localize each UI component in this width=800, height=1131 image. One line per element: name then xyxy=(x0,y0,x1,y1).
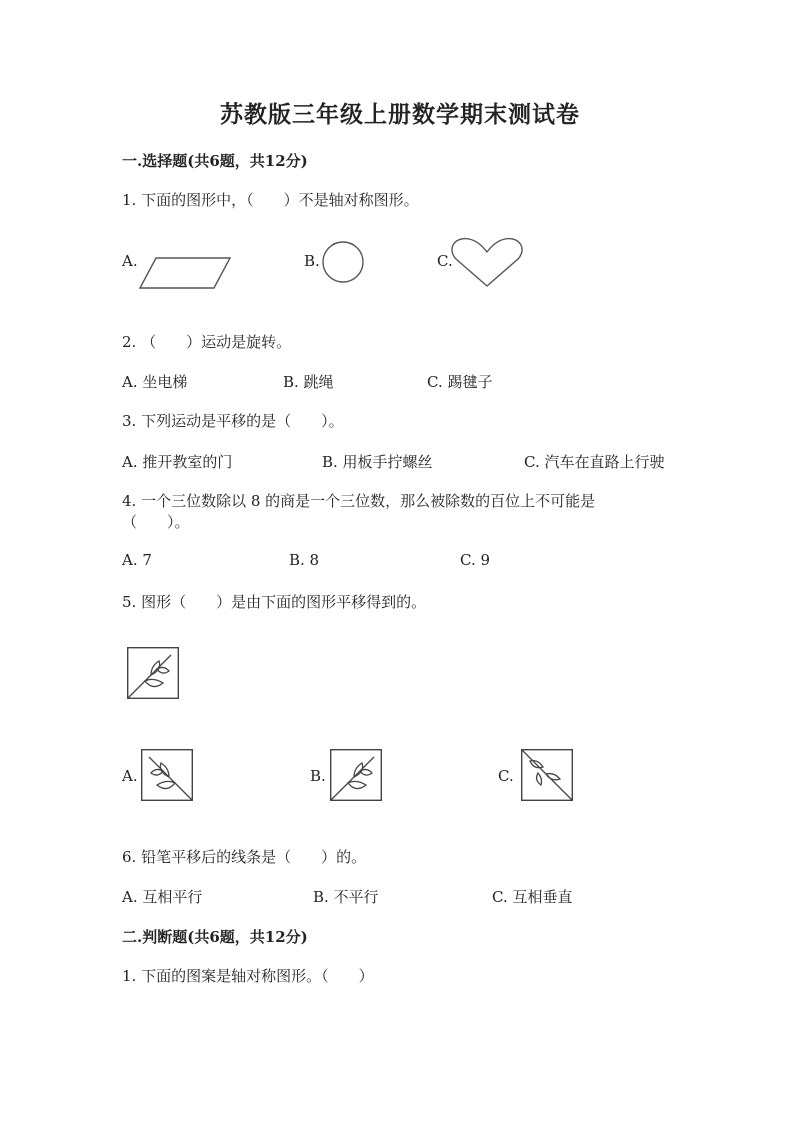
option-b[interactable]: B. 不平行 xyxy=(313,888,379,906)
question-4: 4. 一个三位数除以 8 的商是一个三位数，那么被除数的百位上不可能是 xyxy=(122,492,596,510)
option-b[interactable]: B. 用板手拧螺丝 xyxy=(322,453,433,471)
option-c[interactable]: C. 踢毽子 xyxy=(427,373,493,391)
option-c[interactable]: C. 汽车在直路上行驶 xyxy=(524,453,665,471)
option-b[interactable]: B. 8 xyxy=(289,551,320,569)
option-c[interactable]: C. 互相垂直 xyxy=(492,888,573,906)
question-5: 5. 图形（ ）是由下面的图形平移得到的。 xyxy=(122,593,427,611)
section-heading-choice: 一.选择题(共6题，共12分) xyxy=(122,152,308,170)
leaf-branch-icon xyxy=(127,647,179,699)
question-2: 2. （ ）运动是旋转。 xyxy=(122,333,292,351)
option-a[interactable]: A. 推开教室的门 xyxy=(122,453,233,471)
leaf-branch-icon xyxy=(330,749,382,801)
option-b[interactable]: B. xyxy=(304,252,320,270)
option-c[interactable]: C. xyxy=(437,252,453,270)
leaf-branch-icon xyxy=(521,749,573,801)
heart-icon xyxy=(450,236,524,290)
question-6: 6. 铅笔平移后的线条是（ ）的。 xyxy=(122,848,367,866)
option-a[interactable]: A. 互相平行 xyxy=(122,888,203,906)
question-3: 3. 下列运动是平移的是（ ）。 xyxy=(122,412,344,430)
question-1: 1. 下面的图形中，（ ）不是轴对称图形。 xyxy=(122,191,419,209)
parallelogram-icon xyxy=(138,257,232,291)
option-c[interactable]: C. 9 xyxy=(460,551,491,569)
option-a[interactable]: A. xyxy=(122,252,138,270)
question-1: 1. 下面的图案是轴对称图形。（ ） xyxy=(122,967,374,985)
leaf-branch-icon xyxy=(141,749,193,801)
option-a[interactable]: A. 7 xyxy=(122,551,152,569)
option-a[interactable]: A. 坐电梯 xyxy=(122,373,188,391)
option-b[interactable]: B. xyxy=(310,767,326,785)
circle-icon xyxy=(322,241,366,285)
option-c[interactable]: C. xyxy=(498,767,514,785)
section-heading-judgment: 二.判断题(共6题，共12分) xyxy=(122,928,308,946)
page-title: 苏教版三年级上册数学期末测试卷 xyxy=(220,101,580,128)
option-a[interactable]: A. xyxy=(122,767,138,785)
option-b[interactable]: B. 跳绳 xyxy=(283,373,334,391)
question-4-continued: （ ）。 xyxy=(122,513,190,531)
